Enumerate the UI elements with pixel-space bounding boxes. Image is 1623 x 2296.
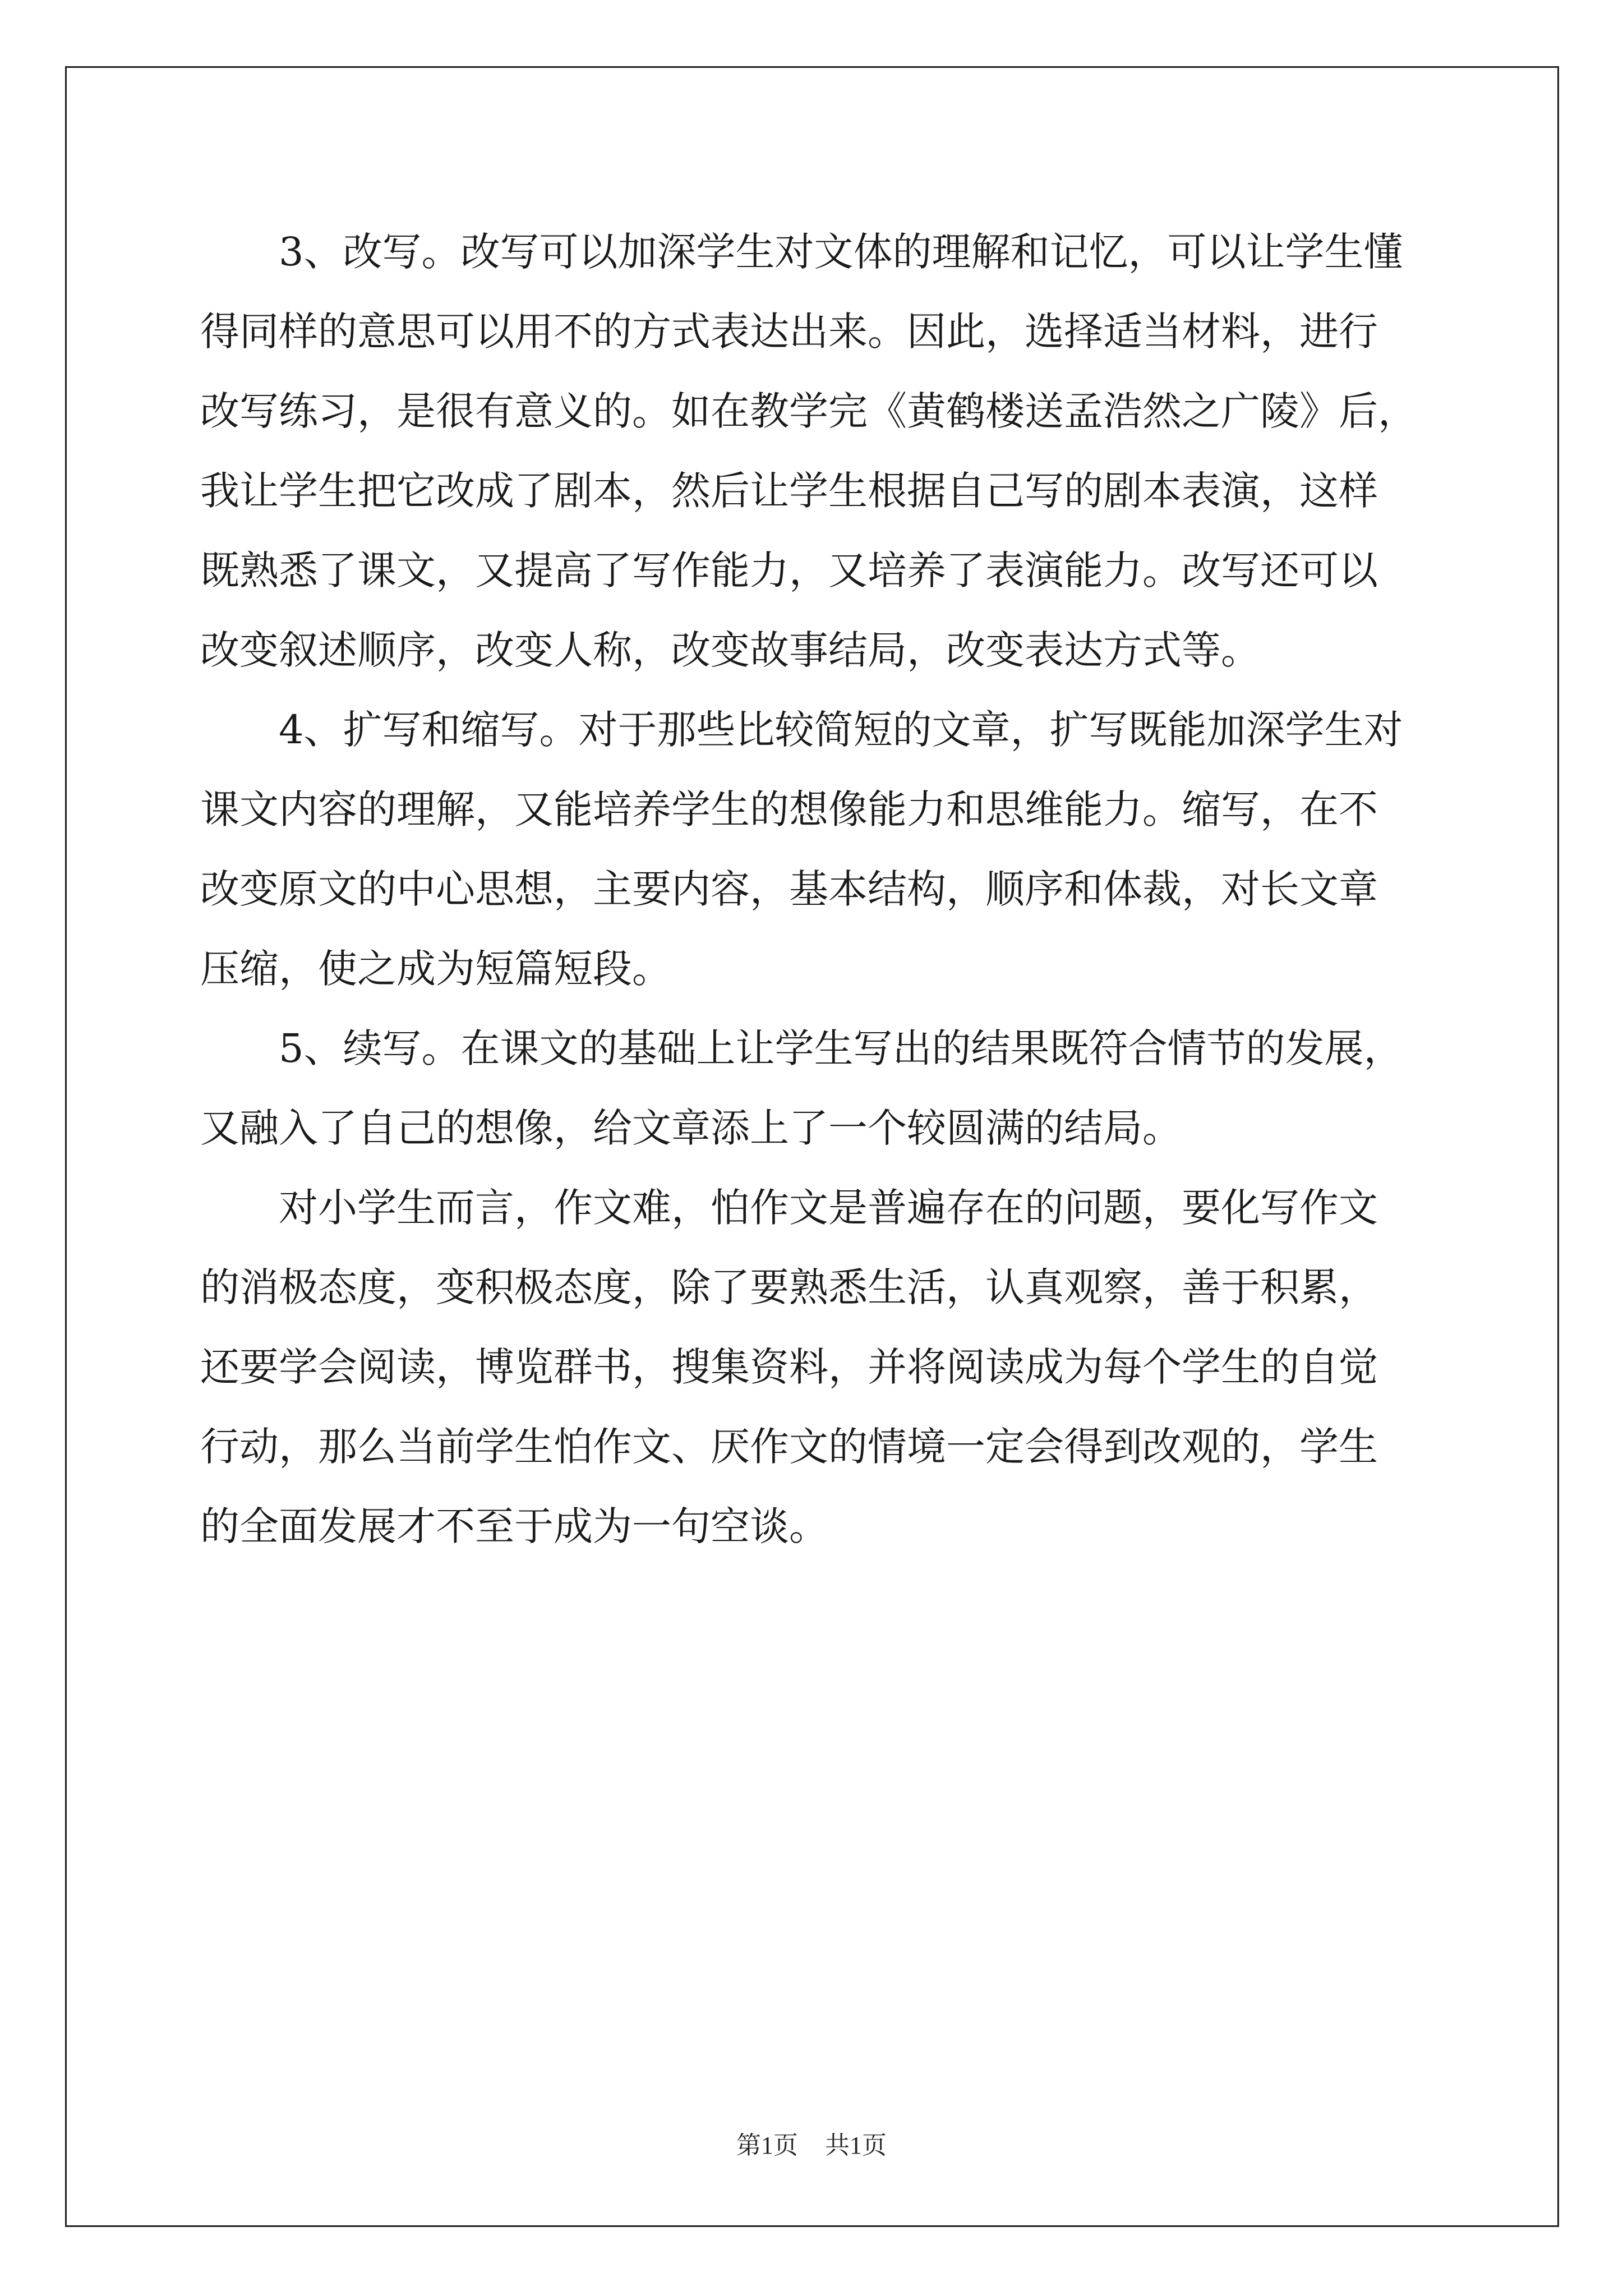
page-number: 第1页 [736, 2132, 798, 2159]
text-line: 得同样的意思可以用不的方式表达出来。因此，选择适当材料，进行 [200, 309, 1378, 355]
paragraph-2 [200, 690, 1434, 1009]
text-line: 改变叙述顺序，改变人称，改变故事结局，改变表达方式等。 [200, 627, 1260, 673]
text-line: 行动，那么当前学生怕作文、厌作文的情境一定会得到改观的，学生 [200, 1424, 1378, 1470]
text-line: 3、改写。改写可以加深学生对文体的理解和记忆，可以让学生懂 [279, 229, 1403, 275]
text-line: 的全面发展才不至于成为一句空谈。 [200, 1503, 828, 1549]
page-total: 共1页 [825, 2132, 887, 2159]
paragraph-3 [200, 1009, 1434, 1168]
page-footer [0, 2125, 1623, 2161]
text-line: 又融入了自己的想像，给文章添上了一个较圆满的结局。 [200, 1105, 1182, 1151]
paragraph-4 [200, 1168, 1434, 1566]
paragraph-1 [200, 212, 1434, 690]
text-line: 的消极态度，变积极态度，除了要熟悉生活，认真观察，善于积累， [200, 1264, 1378, 1310]
text-line: 4、扩写和缩写。对于那些比较简短的文章，扩写既能加深学生对 [279, 707, 1403, 753]
text-line: 压缩，使之成为短篇短段。 [200, 946, 671, 992]
text-line: 既熟悉了课文，又提高了写作能力，又培养了表演能力。改写还可以 [200, 547, 1378, 593]
text-line: 改写练习，是很有意义的。如在教学完《黄鹤楼送孟浩然之广陵》后， [200, 388, 1417, 434]
document-body [200, 212, 1434, 1566]
text-line: 改变原文的中心思想，主要内容，基本结构，顺序和体裁，对长文章 [200, 866, 1378, 912]
text-line: 对小学生而言，作文难，怕作文是普遍存在的问题，要化写作文 [279, 1185, 1378, 1231]
text-line: 5、续写。在课文的基础上让学生写出的结果既符合情节的发展， [279, 1025, 1403, 1071]
text-line: 我让学生把它改成了剧本，然后让学生根据自己写的剧本表演，这样 [200, 468, 1378, 514]
text-line: 课文内容的理解，又能培养学生的想像能力和思维能力。缩写，在不 [200, 786, 1378, 832]
text-line: 还要学会阅读，博览群书，搜集资料，并将阅读成为每个学生的自觉 [200, 1344, 1378, 1390]
